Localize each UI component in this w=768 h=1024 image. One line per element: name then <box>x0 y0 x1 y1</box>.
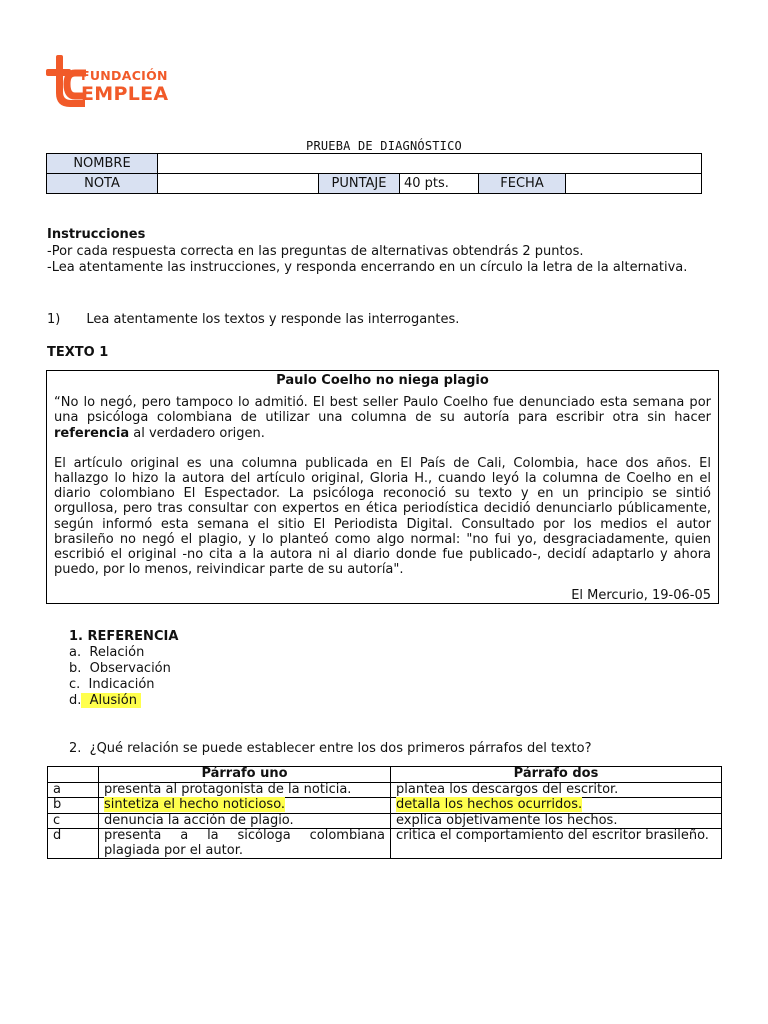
q2-row-b-p1-highlight: sintetiza el hecho noticioso. <box>104 797 286 812</box>
nota-field[interactable] <box>158 174 319 194</box>
logo-line2: EMPLEA <box>81 82 169 105</box>
question-2-number: 2. <box>69 741 82 756</box>
question-1 <box>69 629 744 709</box>
q2-header-empty <box>48 767 99 783</box>
texto-1-paragraph-2: El artículo original es una columna publicada en El País de Cali, Colombia, hace dos años. El hallazgo lo hizo la autora del artículo original, Gloria H., cuando leyó la columna de Coelho en el diario colombiano El Espectador. La psicóloga reconoció su texto y en un principio se sintió orgullosa, pero tras consultar con expertos en ética periodística decidió denunciarlo públicamente, según informó esta semana el sitio El Periodista Digital. Consultado por los medios el autor brasileño no negó el plagio, y lo planteó como algo normal: "no fui yo, desgraciadamente, quien escribió el original -no cita a la autora ni al diario donde fue publicado-, decidí adaptarlo y ahora puedo, por lo menos, reivindicar parte de su autoría". <box>54 455 711 578</box>
question-2-text: ¿Qué relación se puede establecer entre los dos primeros párrafos del texto? <box>89 741 592 756</box>
logo-wordmark <box>81 70 168 104</box>
instructions-section <box>47 227 722 277</box>
item-1 <box>47 312 722 329</box>
q2-header-parrafo-uno: Párrafo uno <box>99 767 391 783</box>
q2-header-row <box>48 767 722 783</box>
logo-line1: FUNDACIÓN <box>81 68 168 83</box>
nota-row <box>47 174 702 194</box>
question-2-table <box>47 766 722 859</box>
q2-header-parrafo-dos: Párrafo dos <box>391 767 722 783</box>
fecha-label: FECHA <box>479 174 566 194</box>
texto-1-paragraph-1: “No lo negó, pero tampoco lo admitió. El best seller Paulo Coelho fue denunciado esta semana por una psicóloga colombiana de utilizar una columna de su autoría para escribir otra sin hacer referencia al verdadero origen. <box>54 395 711 441</box>
puntaje-label: PUNTAJE <box>319 174 400 194</box>
nombre-label: NOMBRE <box>47 154 158 174</box>
q1-option-c[interactable]: c. Indicación <box>69 677 155 692</box>
puntaje-value: 40 pts. <box>400 174 479 194</box>
q1-option-d[interactable]: d. Alusión <box>69 693 744 709</box>
nombre-field[interactable] <box>158 154 702 174</box>
texto-1-label: TEXTO 1 <box>47 345 109 360</box>
item-1-text: Lea atentamente los textos y responde las interrogantes. <box>86 312 460 327</box>
nota-label: NOTA <box>47 174 158 194</box>
question-1-title: 1. REFERENCIA <box>69 629 179 644</box>
instructions-heading: Instrucciones <box>47 227 146 242</box>
q2-row-b-p2-highlight: detalla los hechos ocurridos. <box>396 797 583 812</box>
instruction-line-2: -Lea atentamente las instrucciones, y responda encerrando en un círculo la letra de la alternativa. <box>47 260 688 275</box>
q2-row-b[interactable]: b sintetiza el hecho noticioso. detalla los hechos ocurridos. <box>48 798 722 814</box>
q1-option-a[interactable]: a. Relación <box>69 645 145 660</box>
referencia-word: referencia <box>54 425 130 441</box>
texto-1-box <box>46 370 719 604</box>
item-1-number: 1) <box>47 312 61 327</box>
fundacion-emplea-logo <box>45 52 205 112</box>
nombre-row <box>47 154 702 174</box>
q2-row-c[interactable]: c denuncia la acción de plagio. explica objetivamente los hechos. <box>48 813 722 829</box>
fecha-field[interactable] <box>566 174 702 194</box>
student-info-table <box>46 153 702 194</box>
q1-option-b[interactable]: b. Observación <box>69 661 171 676</box>
q2-row-d[interactable]: d presenta a la sicóloga colombiana plagiada por el autor. critica el comportamiento del escritor brasileño. <box>48 829 722 859</box>
instruction-line-1: -Por cada respuesta correcta en las preguntas de alternativas obtendrás 2 puntos. <box>47 243 584 259</box>
question-2 <box>69 741 744 758</box>
q1-option-d-text: Alusión <box>89 693 137 708</box>
texto-1-source: El Mercurio, 19-06-05 <box>571 588 711 604</box>
texto-1-title: Paulo Coelho no niega plagio <box>276 373 489 388</box>
document-title: PRUEBA DE DIAGNÓSTICO <box>306 139 462 153</box>
q2-row-a[interactable]: a presenta al protagonista de la noticia. plantea los descargos del escritor. <box>48 782 722 798</box>
